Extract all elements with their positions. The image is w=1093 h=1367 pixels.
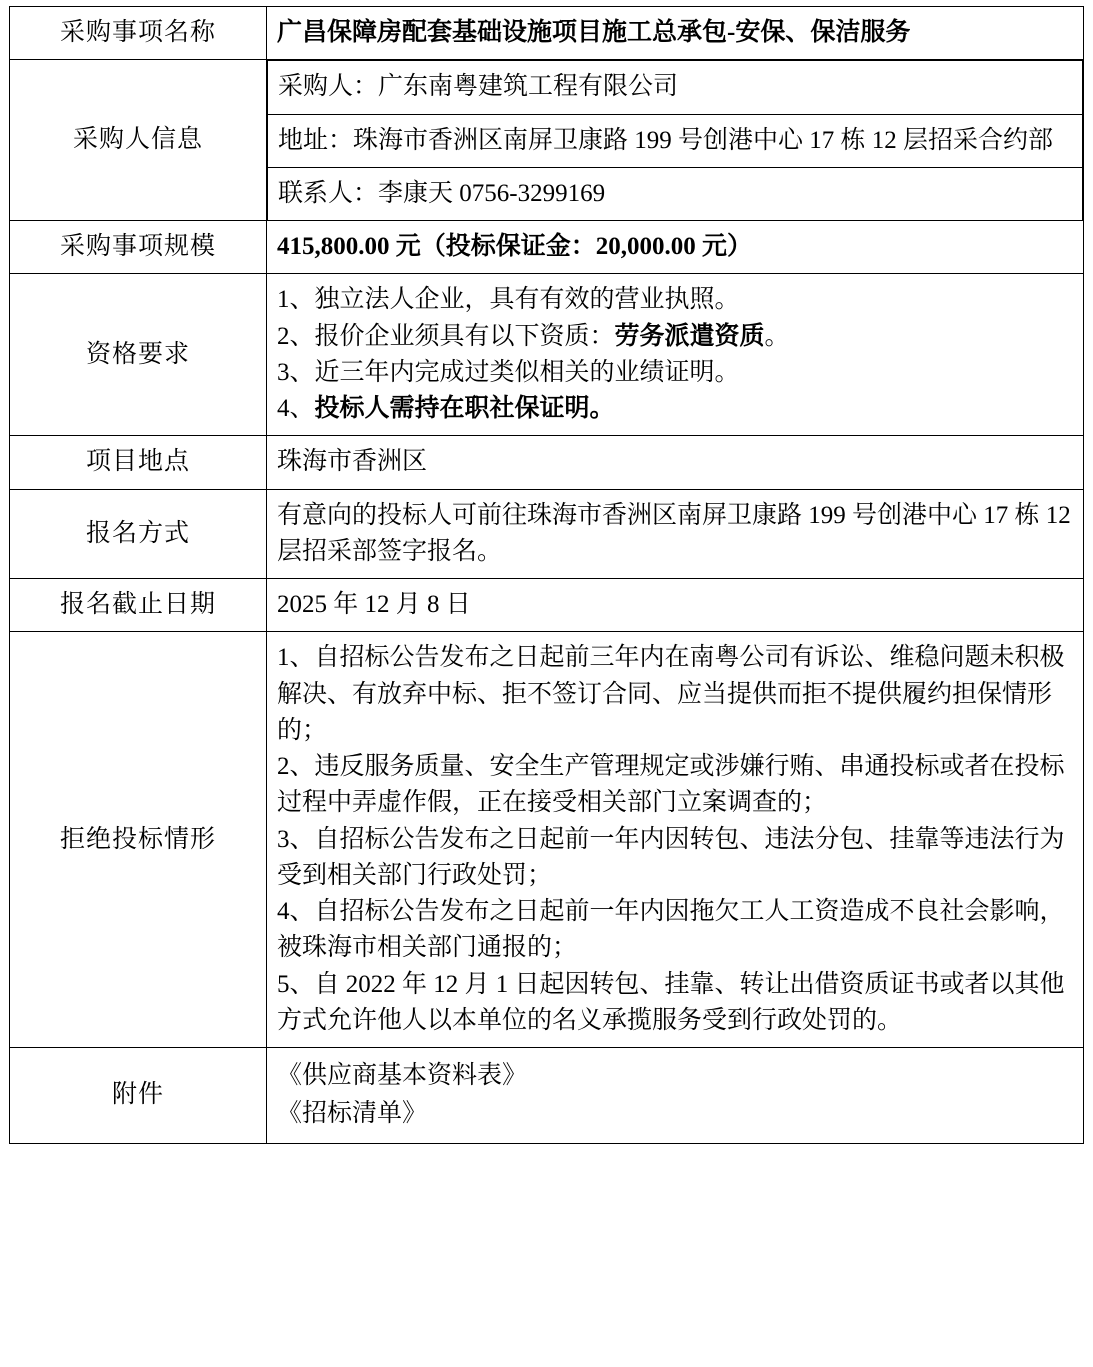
- attachment-item: 《招标清单》: [277, 1100, 428, 1128]
- qualification-item-text: 4、: [277, 395, 315, 422]
- row-value-registration-method: 有意向的投标人可前往珠海市香洲区南屏卫康路 199 号创港中心 17 栋 12 层招采部签字报名。: [267, 489, 1084, 579]
- buyer-contact: 联系人：李康天 0756-3299169: [268, 167, 1083, 220]
- document-body: [9, 0, 1084, 1144]
- row-label-rejection-cases: 拒绝投标情形: [10, 632, 267, 1048]
- row-value-rejection-cases: [267, 632, 1084, 1048]
- buyer-address: 地址：珠海市香洲区南屏卫康路 199 号创港中心 17 栋 12 层招采合约部: [268, 114, 1083, 167]
- list-item: [268, 114, 1083, 167]
- attachment-item: 《供应商基本资料表》: [277, 1062, 528, 1089]
- table-row: [10, 436, 1084, 489]
- qualification-item-text: 3、近三年内完成过类似相关的业绩证明。: [277, 358, 740, 386]
- qualification-item: [277, 319, 1073, 355]
- list-item: [268, 167, 1083, 220]
- table-row: [10, 60, 1084, 221]
- buyer-info-sublist: [267, 60, 1083, 220]
- row-label-qualification: 资格要求: [10, 274, 267, 436]
- table-row: [10, 579, 1084, 632]
- row-value-qualification: [267, 274, 1084, 436]
- qualification-item-text: 2、报价企业须具有以下资质：: [277, 322, 615, 350]
- qualification-item-text: 1、独立法人企业，具有有效的营业执照。: [277, 286, 740, 314]
- rejection-paragraph: 5、自 2022 年 12 月 1 日起因转包、挂靠、转让出借资质证书或者以其他方式允许他人以本单位的名义承揽服务受到行政处罚的。: [277, 970, 1065, 1034]
- qualification-item: [277, 355, 1073, 391]
- row-value-scale: 415,800.00 元（投标保证金：20,000.00 元）: [267, 221, 1084, 274]
- qualification-item-emphasis: 投标人需持在职社保证明。: [314, 395, 615, 422]
- row-label-scale: 采购事项规模: [10, 221, 267, 274]
- row-label-buyer-info: 采购人信息: [10, 60, 267, 221]
- rejection-paragraph: 4、自招标公告发布之日起前一年内因拖欠工人工资造成不良社会影响，被珠海市相关部门通报的；: [277, 898, 1065, 962]
- row-label-registration-method: 报名方式: [10, 489, 267, 579]
- qualification-item-suffix: 。: [764, 322, 790, 350]
- row-label-project-name: 采购事项名称: [10, 7, 267, 60]
- row-label-attachments: 附件: [10, 1048, 267, 1144]
- buyer-name: 采购人：广东南粤建筑工程有限公司: [268, 61, 1083, 114]
- rejection-paragraph: 1、自招标公告发布之日起前三年内在南粤公司有诉讼、维稳问题未积极解决、有放弃中标、拒不签订合同、应当提供而拒不提供履约担保情形的；: [277, 644, 1065, 744]
- procurement-info-table: [9, 6, 1084, 1144]
- row-value-project-name: 广昌保障房配套基础设施项目施工总承包-安保、保洁服务: [267, 7, 1084, 60]
- row-value-location: 珠海市香洲区: [267, 436, 1084, 489]
- row-label-location: 项目地点: [10, 436, 267, 489]
- row-value-deadline: 2025 年 12 月 8 日: [267, 579, 1084, 632]
- qualification-item: [277, 282, 1073, 318]
- table-row: [10, 1048, 1084, 1144]
- row-value-attachments: [267, 1048, 1084, 1144]
- rejection-paragraph: 3、自招标公告发布之日起前一年内因转包、违法分包、挂靠等违法行为受到相关部门行政处罚；: [277, 825, 1065, 889]
- qualification-item: [277, 391, 1073, 427]
- table-row: [10, 632, 1084, 1048]
- row-value-buyer-info: [267, 60, 1084, 221]
- table-row: [10, 7, 1084, 60]
- table-row: [10, 221, 1084, 274]
- qualification-item-emphasis: 劳务派遣资质: [614, 322, 765, 350]
- table-row: [10, 489, 1084, 579]
- row-label-deadline: 报名截止日期: [10, 579, 267, 632]
- rejection-paragraph: 2、违反服务质量、安全生产管理规定或涉嫌行贿、串通投标或者在投标过程中弄虚作假，正在接受相关部门立案调查的；: [277, 753, 1065, 817]
- list-item: [268, 61, 1083, 114]
- table-row: [10, 274, 1084, 436]
